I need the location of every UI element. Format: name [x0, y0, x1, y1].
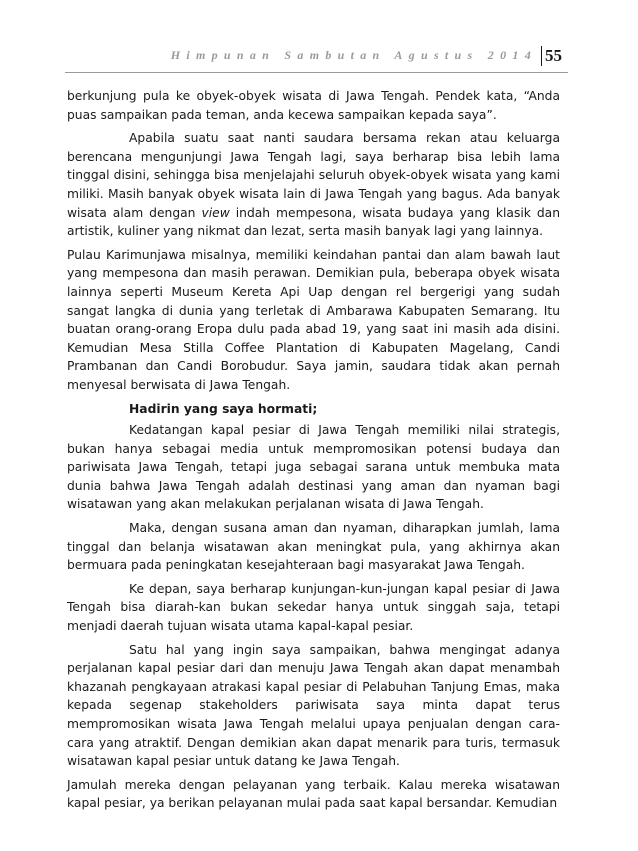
- paragraph-karimunjawa: Pulau Karimunjawa misalnya, memiliki keindahan pantai dan alam bawah laut yang mempesona dan masih perawan. Demikian pula, beberapa obyek wisata lainnya seperti Museum Kereta Api Uap dengan rel bergerigi yang sudah sangat langka di dunia yang terletak di Ambarawa Kabupaten Semarang. Itu buatan orang-orang Eropa dulu pada abad 19, yang saat ini masih ada disini. Kemudian Mesa Stilla Coffee Plantation di Kabupaten Magelang, Candi Prambanan dan Candi Borobudur. Saya jamin, saudara tidak akan pernah menyesal berwisata di Jawa Tengah.: [67, 247, 560, 392]
- paragraph-future-visits: Ke depan, saya berharap kunjungan-kun-jungan kapal pesiar di Jawa Tengah bisa diarah-kan bukan sekedar hanya untuk singgah saja, tetapi menjadi daerah tujuan wisata utama kapal-kapal pesiar.: [67, 581, 560, 634]
- italic-word: view: [201, 205, 230, 220]
- page-header: [171, 40, 562, 66]
- running-title: Himpunan Sambutan Agustus 2014: [170, 48, 537, 62]
- paragraph-cruise-strategic: Kedatangan kapal pesiar di Jawa Tengah memiliki nilai strategis, bukan hanya sebagai media untuk mempromosikan potensi budaya dan pariwisata Jawa Tengah, tetapi juga sebagai sarana untuk membuka mata dunia bahwa Jawa Tengah adalah destinasi yang aman dan nyaman bagi wisatawan yang akan melakukan perjalanan wisata di Jawa Tengah.: [67, 423, 560, 512]
- body-text: [67, 87, 560, 813]
- paragraph-closing-visit: berkunjung pula ke obyek-obyek wisata di Jawa Tengah. Pendek kata, “Anda puas sampaikan pada teman, anda kecewa sampaikan kepada saya”.: [67, 89, 560, 122]
- paragraph-invitation-return: Apabila suatu saat nanti saudara bersama rekan atau keluarga berencana mengunjungi Jawa Tengah lagi, saya berharap bisa lebih lama tinggal disini, sehingga bisa menjelajahi seluruh obyek-obyek wisata yang kami miliki. Masih banyak obyek wisata lain di Jawa Tengah yang bagus. Ada banyak wisata alam dengan view indah mempesona, wisata budaya yang klasik dan artistik, kuliner yang nikmat dan lezat, serta masih banyak lagi yang lainnya.: [67, 131, 561, 239]
- paragraph-safety-comfort: Maka, dengan susana aman dan nyaman, diharapkan jumlah, lama tinggal dan belanja wisatawan akan meningkat pula, yang akhirnya akan bermuara pada peningkatan kesejahteraan bagi masyarakat Jawa Tengah.: [67, 521, 560, 573]
- header-rule: [65, 72, 568, 73]
- section-salutation: Hadirin yang saya hormati;: [129, 401, 318, 416]
- page-number: 55: [541, 46, 562, 66]
- paragraph-service: Jamulah mereka dengan pelayanan yang terbaik. Kalau mereka wisatawan kapal pesiar, ya berikan pelayanan mulai pada saat kapal bersandar. Kemudian: [67, 777, 560, 811]
- paragraph-stakeholders: Satu hal yang ingin saya sampaikan, bahwa mengingat adanya perjalanan kapal pesiar dari dan menuju Jawa Tengah akan dapat menambah khazanah pengkayaan atrakasi kapal pesiar di Pelabuhan Tanjung Emas, maka kepada segenap stakeholders pariwisata saya minta dapat terus mempromosikan wisata Jawa Tengah melalui upaya penjualan dengan cara-cara yang atraktif. Dengan demikian akan dapat menarik para turis, termasuk wisatawan kapal pesiar untuk datang ke Jawa Tengah.: [67, 642, 560, 769]
